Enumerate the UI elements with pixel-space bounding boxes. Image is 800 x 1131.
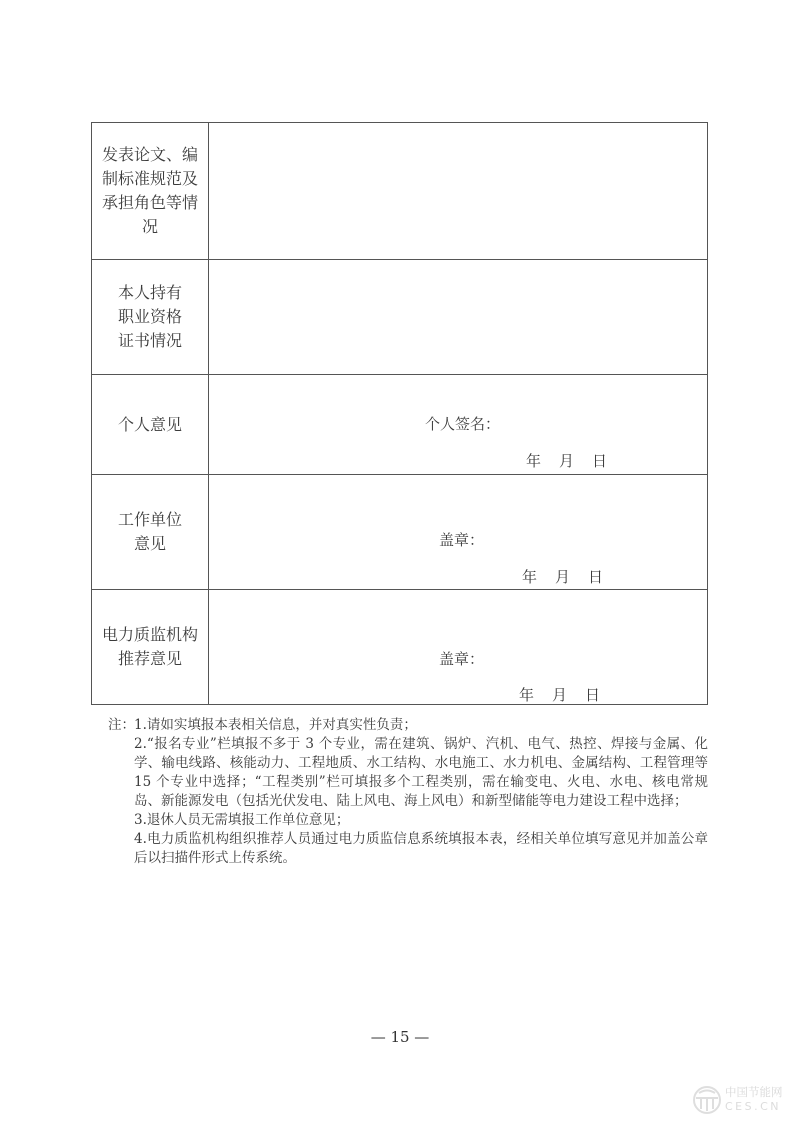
- label-line: 发表论文、编: [101, 145, 198, 164]
- form-notes: [108, 716, 708, 868]
- personal-date-line: [526, 450, 625, 471]
- label-line: 况: [141, 217, 158, 236]
- label-line: 制标准规范及: [101, 169, 198, 188]
- agency-date-line: [519, 684, 618, 705]
- date-day: 日: [588, 568, 604, 586]
- label-line: 本人持有: [117, 283, 182, 302]
- note-item-4: 4.电力质监机构组织推荐人员通过电力质监信息系统填报本表，经相关单位填写意见并加盖公章后以扫描件形式上传系统。: [134, 831, 708, 866]
- watermark: [692, 1083, 792, 1119]
- label-employer-opinion: [92, 475, 209, 590]
- date-year: 年: [519, 686, 535, 704]
- watermark-name-en: CES.CN: [725, 1100, 782, 1113]
- label-agency-recommendation: [92, 590, 209, 705]
- label-publications: [92, 123, 209, 260]
- qualifications-field[interactable]: [209, 260, 708, 375]
- employer-seal-label: 盖章：: [439, 531, 485, 549]
- date-month: 月: [555, 568, 571, 586]
- row-qualifications: [92, 260, 708, 375]
- watermark-name-cn: 中国节能网: [725, 1085, 783, 1099]
- note-item-1: 1.请如实填报本表相关信息，并对真实性负责；: [134, 717, 417, 733]
- employer-opinion-field[interactable]: [209, 475, 708, 590]
- label-line: 工作单位: [117, 510, 182, 529]
- notes-list: [134, 716, 708, 868]
- date-month: 月: [559, 452, 575, 470]
- note-item-2: 2.“报名专业”栏填报不多于 3 个专业，需在建筑、锅炉、汽机、电气、热控、焊接与金属、化学、输电线路、核能动力、工程地质、水工结构、水电施工、水力机电、金属结构、工程管理等 15 个专业中选择；“工程类别”栏可填报多个工程类别，需在输变电、火电、水电、核电常规岛、新能源发电（包括光伏发电、陆上风电、海上风电）和新型储能等电力建设工程中选择；: [134, 736, 708, 809]
- publications-field[interactable]: [209, 123, 708, 260]
- notes-prefix: 注：: [108, 717, 135, 733]
- label-line: 推荐意见: [117, 649, 182, 668]
- employer-date-line: [522, 566, 621, 587]
- date-day: 日: [592, 452, 608, 470]
- personal-opinion-field[interactable]: [209, 375, 708, 475]
- ces-logo-icon: [692, 1085, 722, 1115]
- date-month: 月: [552, 686, 568, 704]
- label-line: 承担角色等情: [101, 193, 198, 212]
- date-year: 年: [522, 568, 538, 586]
- row-publications: [92, 123, 708, 260]
- label-line: 个人意见: [117, 414, 182, 434]
- application-form-table: [91, 122, 708, 705]
- personal-signature-label: 个人签名：: [425, 415, 501, 433]
- agency-recommendation-field[interactable]: [209, 590, 708, 705]
- label-line: 职业资格: [117, 307, 182, 326]
- row-personal-opinion: [92, 375, 708, 475]
- label-line: 意见: [133, 534, 166, 553]
- date-year: 年: [526, 452, 542, 470]
- date-day: 日: [585, 686, 601, 704]
- label-qualifications: [92, 260, 209, 375]
- label-line: 电力质监机构: [101, 625, 198, 644]
- label-line: 证书情况: [117, 331, 182, 350]
- page-number: — 15 —: [370, 1028, 430, 1046]
- row-agency-recommendation: [92, 590, 708, 705]
- agency-seal-label: 盖章：: [439, 650, 485, 668]
- row-employer-opinion: [92, 475, 708, 590]
- label-personal-opinion: [92, 375, 209, 475]
- note-item-3: 3.退休人员无需填报工作单位意见；: [134, 812, 350, 828]
